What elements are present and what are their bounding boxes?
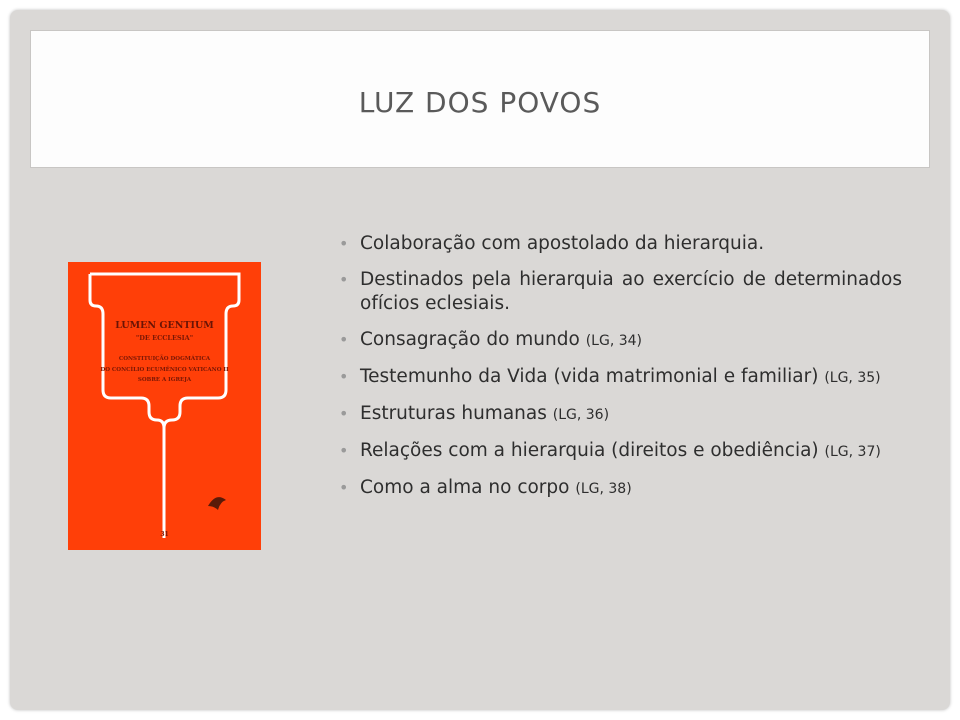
book-description xyxy=(68,354,261,386)
bullet-item xyxy=(330,365,902,390)
bullet-item xyxy=(330,328,902,353)
bullet-dot-icon: • xyxy=(339,330,349,349)
bullet-text: Colaboração com apostolado da hierarquia. xyxy=(360,233,765,254)
bullet-dot-icon: • xyxy=(339,270,349,289)
bullet-text: Consagração do mundo xyxy=(360,329,580,350)
bullet-dot-icon: • xyxy=(339,234,349,253)
book-number: 31 xyxy=(160,531,169,538)
book-subtitle: "DE ECCLESIA" xyxy=(135,334,194,342)
book-cover-image xyxy=(68,262,261,550)
book-line: SOBRE A IGREJA xyxy=(137,377,192,383)
title-band xyxy=(30,30,930,168)
bullet-reference: (LG, 36) xyxy=(552,407,610,423)
slide-title: LUZ DOS POVOS xyxy=(358,85,602,119)
bullet-text: Como a alma no corpo xyxy=(360,477,570,498)
book-cover-frame xyxy=(68,262,261,550)
bullet-text: Relações com a hierarquia (direitos e obediência) xyxy=(360,440,819,461)
bullet-reference: (LG, 38) xyxy=(575,481,632,497)
bullet-reference: (LG, 37) xyxy=(824,444,881,460)
bullet-item xyxy=(330,268,902,316)
bullet-dot-icon: • xyxy=(339,441,349,460)
bullet-list xyxy=(330,232,902,513)
bullet-item xyxy=(330,439,902,464)
bullet-dot-icon: • xyxy=(339,367,349,386)
bullet-dot-icon: • xyxy=(339,478,349,497)
bullet-text: Destinados pela hierarquia ao exercício de determinados ofícios eclesiais. xyxy=(360,269,902,314)
bullet-text: Testemunho da Vida (vida matrimonial e familiar) xyxy=(360,366,819,387)
book-line: CONSTITUIÇÃO DOGMÁTICA xyxy=(118,356,211,362)
bullet-reference: (LG, 35) xyxy=(824,370,881,386)
bullet-item xyxy=(330,232,902,256)
book-title: LUMEN GENTIUM xyxy=(115,320,214,331)
book-line: DO CONCÍLIO ECUMÊNICO VATICANO II xyxy=(100,366,229,373)
bullet-item xyxy=(330,402,902,427)
bullet-dot-icon: • xyxy=(339,404,349,423)
bullet-item xyxy=(330,476,902,501)
bullet-reference: (LG, 34) xyxy=(585,333,642,349)
bullet-text: Estruturas humanas xyxy=(360,403,547,424)
slide xyxy=(10,10,950,710)
